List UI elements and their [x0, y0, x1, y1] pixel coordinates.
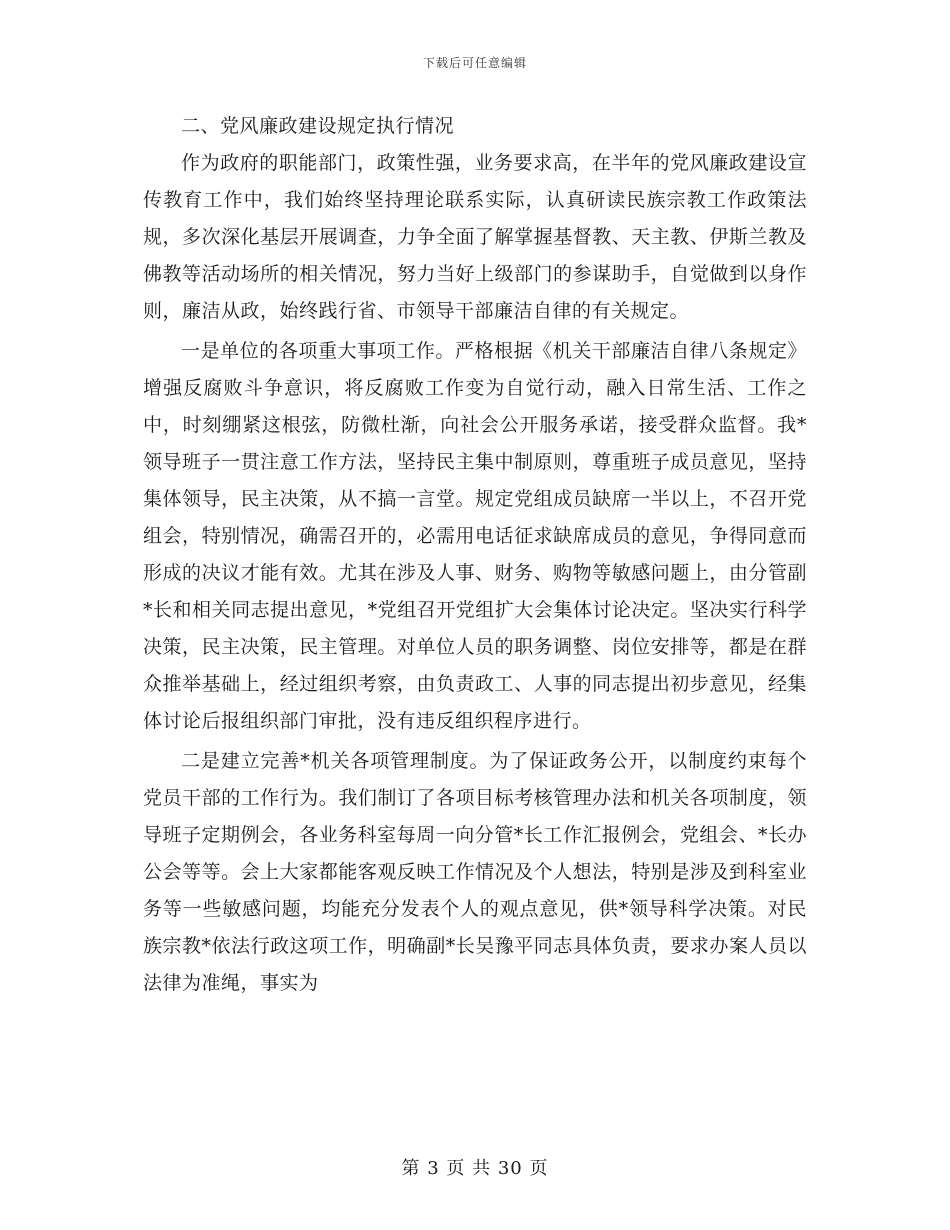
section-heading: 二、党风廉政建设规定执行情况 — [181, 115, 455, 137]
paragraph-management-system: 二是建立完善*机关各项管理制度。为了保证政务公开，以制度约束每个党员干部的工作行为。我们制订了各项目标考核管理办法和机关各项制度，领导班子定期例会，各业务科室每周一向分管*长工作汇报例会，党组会、*长办公会等等。会上大家都能客观反映工作情况及个人想法，特别是涉及到科室业务等一些敏感问题，均能充分发表个人的观点意见，供*领导科学决策。对民族宗教*依法行政这项工作，明确副*长吴豫平同志具体负责，要求办案人员以法律为准绳，事实为 — [143, 750, 807, 994]
page-footer-number: 第 3 页 共 30 页 — [401, 1158, 549, 1179]
document-body — [143, 108, 807, 1002]
page-header-note: 下载后可任意编辑 — [422, 56, 527, 70]
paragraph-intro: 作为政府的职能部门，政策性强，业务要求高，在半年的党风廉政建设宣传教育工作中，我们始终坚持理论联系实际，认真研读民族宗教工作政策法规，多次深化基层开展调查，力争全面了解掌握基督教、天主教、伊斯兰教及佛教等活动场所的相关情况，努力当好上级部门的参谋助手，自觉做到以身作则，廉洁从政，始终践行省、市领导干部廉洁自律的有关规定。 — [143, 152, 807, 322]
paragraph-major-matters: 一是单位的各项重大事项工作。严格根据《机关干部廉洁自律八条规定》增强反腐败斗争意识，将反腐败工作变为自觉行动，融入日常生活、工作之中，时刻绷紧这根弦，防微杜渐，向社会公开服务承诺，接受群众监督。我*领导班子一贯注意工作方法，坚持民主集中制原则，尊重班子成员意见，坚持集体领导，民主决策，从不搞一言堂。规定党组成员缺席一半以上，不召开党组会，特别情况，确需召开的，必需用电话征求缺席成员的意见，争得同意而形成的决议才能有效。尤其在涉及人事、财务、购物等敏感问题上，由分管副*长和相关同志提出意见，*党组召开党组扩大会集体讨论决定。坚决实行科学决策，民主决策，民主管理。对单位人员的职务调整、岗位安排等，都是在群众推举基础上，经过组织考察，由负责政工、人事的同志提出初步意见，经集体讨论后报组织部门审批，没有违反组织程序进行。 — [143, 340, 807, 732]
